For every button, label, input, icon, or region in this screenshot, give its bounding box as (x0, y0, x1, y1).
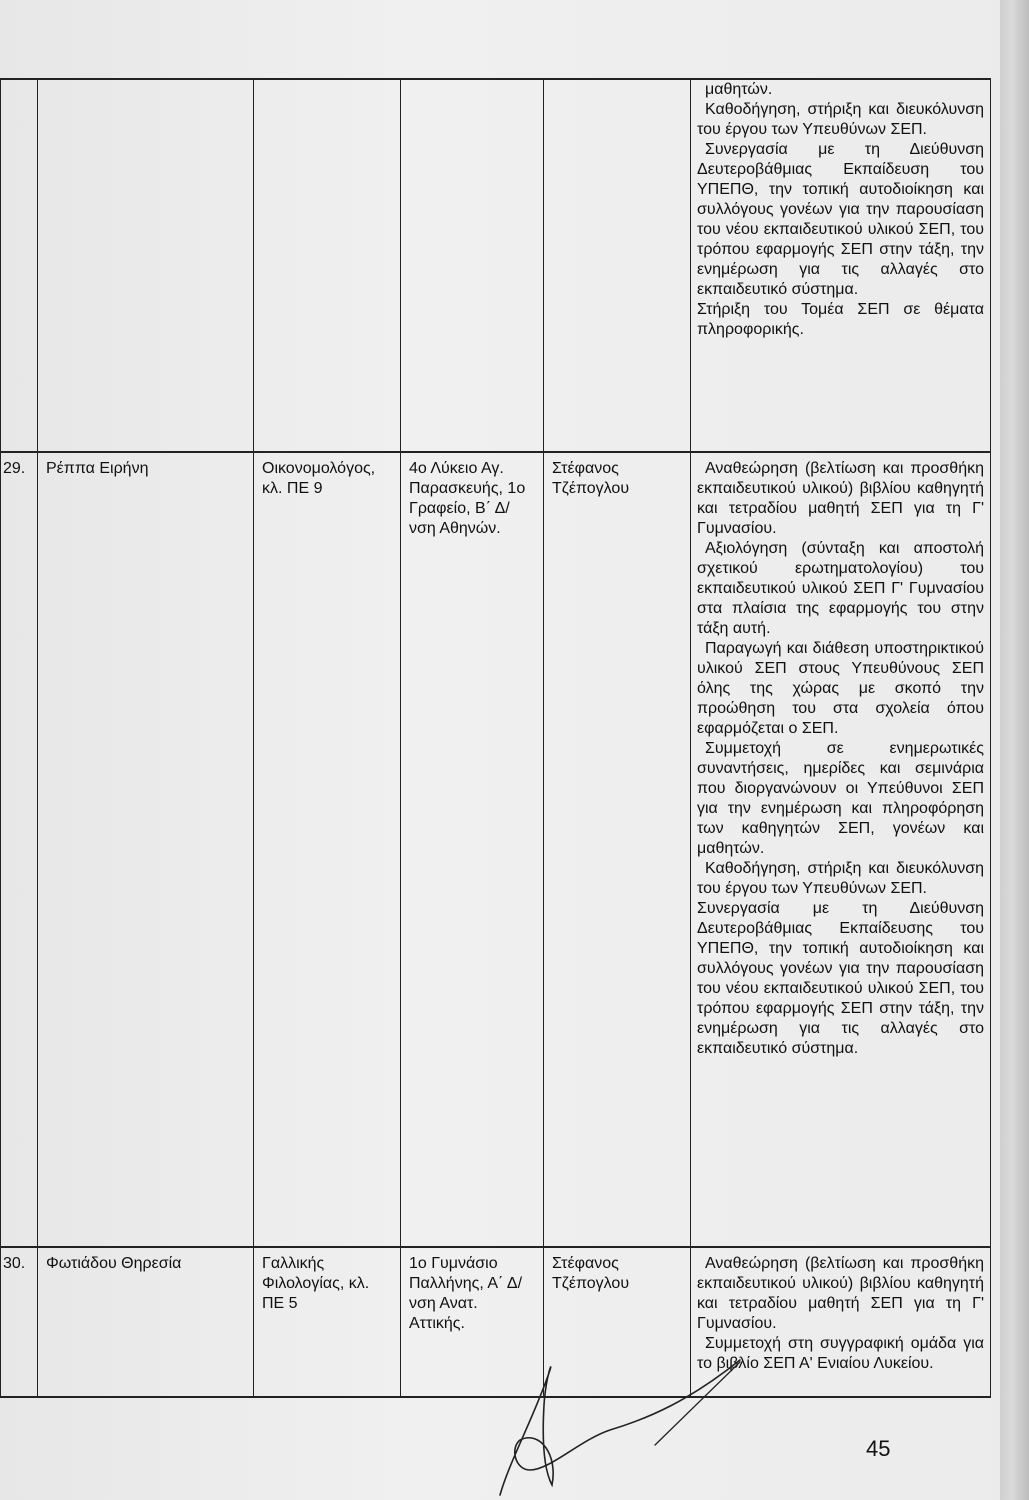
duty-paragraph: Συμμετοχή στη συγγραφική ομάδα για το βιβλίο ΣΕΠ Α' Ενιαίου Λυκείου. (697, 1335, 984, 1372)
cell-duties (691, 452, 991, 1247)
cell-specialty (254, 79, 401, 452)
duty-paragraph: Αναθεώρηση (βελτίωση και προσθήκη εκπαιδευτικού υλικού) βιβλίου καθηγητή και τετραδίου μαθητή ΣΕΠ για τη Γ' Γυμνασίου. (697, 1255, 984, 1332)
cell-name (38, 79, 254, 452)
handwritten-signature (440, 1320, 760, 1500)
cell-coordinator: Στέφανος Τζέπογλου (544, 452, 691, 1247)
staff-duties-table (0, 78, 991, 1398)
cell-school: 4ο Λύκειο Αγ. Παρασκευής, 1ο Γραφείο, Β΄ Δ/νση Αθηνών. (401, 452, 544, 1247)
table-row-continued (1, 79, 991, 452)
cell-name: Φωτιάδου Θηρεσία (38, 1247, 254, 1397)
cell-school (401, 79, 544, 452)
cell-number: 30. (1, 1247, 38, 1397)
cell-coordinator: Στέφανος Τζέπογλου (544, 1247, 691, 1397)
duty-paragraph: Συμμετοχή σε ενημερωτικές συναντήσεις, ημερίδες και σεμινάρια που διοργανώνουν οι Υπεύθυνοι ΣΕΠ για την ενημέρωση και πληροφόρηση των καθηγητών ΣΕΠ, γονέων και μαθητών. (697, 740, 984, 857)
duty-paragraph: Παραγωγή και διάθεση υποστηρικτικού υλικού ΣΕΠ στους Υπευθύνους ΣΕΠ όλης της χώρας με σκοπό την προώθηση του στα σχολεία όπου εφαρμόζεται ο ΣΕΠ. (697, 640, 984, 737)
duty-paragraph: Αξιολόγηση (σύνταξη και αποστολή σχετικού ερωτηματολογίου) του εκπαιδευτικού υλικού ΣΕΠ Γ' Γυμνασίου στα πλαίσια της εφαρμογής του στην τάξη αυτή. (697, 540, 984, 637)
cell-number (1, 79, 38, 452)
cell-school: 1ο Γυμνάσιο Παλλήνης, Α΄ Δ/νση Ανατ. Αττικής. (401, 1247, 544, 1397)
duty-paragraph: Συνεργασία με τη Διεύθυνση Δευτεροβάθμιας Εκπαίδευσης του ΥΠΕΠΘ, την τοπική αυτοδιοίκηση και συλλόγους γονέων για την παρουσίαση του νέου εκπαιδευτικού υλικού ΣΕΠ, του τρόπου εφαρμογής ΣΕΠ στην τάξη, την ενημέρωση για τις αλλαγές στο εκπαιδευτικό σύστημα. (697, 900, 984, 1057)
duty-paragraph: μαθητών. (705, 81, 773, 98)
duty-paragraph: Στήριξη του Τομέα ΣΕΠ σε θέματα πληροφορικής. (697, 301, 984, 338)
page-number: 45 (866, 1436, 891, 1461)
cell-name: Ρέππα Ειρήνη (38, 452, 254, 1247)
page-edge-shadow (1000, 0, 1029, 1500)
cell-specialty: Οικονομολόγος, κλ. ΠΕ 9 (254, 452, 401, 1247)
cell-number: 29. (1, 452, 38, 1247)
cell-duties (691, 79, 991, 452)
cell-specialty: Γαλλικής Φιλολογίας, κλ. ΠΕ 5 (254, 1247, 401, 1397)
duty-paragraph: Καθοδήγηση, στήριξη και διευκόλυνση του έργου των Υπευθύνων ΣΕΠ. (697, 101, 984, 138)
table-row-29 (1, 452, 991, 1247)
cell-coordinator (544, 79, 691, 452)
duty-paragraph: Αναθεώρηση (βελτίωση και προσθήκη εκπαιδευτικού υλικού) βιβλίου καθηγητή και τετραδίου μαθητή ΣΕΠ για τη Γ' Γυμνασίου. (697, 460, 984, 537)
duty-paragraph: Καθοδήγηση, στήριξη και διευκόλυνση του έργου των Υπευθύνων ΣΕΠ. (697, 860, 984, 897)
duty-paragraph: Συνεργασία με τη Διεύθυνση Δευτεροβάθμιας Εκπαίδευση του ΥΠΕΠΘ, την τοπική αυτοδιοίκηση και συλλόγους γονέων για την παρουσίαση του νέου εκπαιδευτικού υλικού ΣΕΠ, του τρόπου εφαρμογής ΣΕΠ στην τάξη, την ενημέρωση για τις αλλαγές στο εκπαιδευτικό σύστημα. (697, 141, 984, 298)
